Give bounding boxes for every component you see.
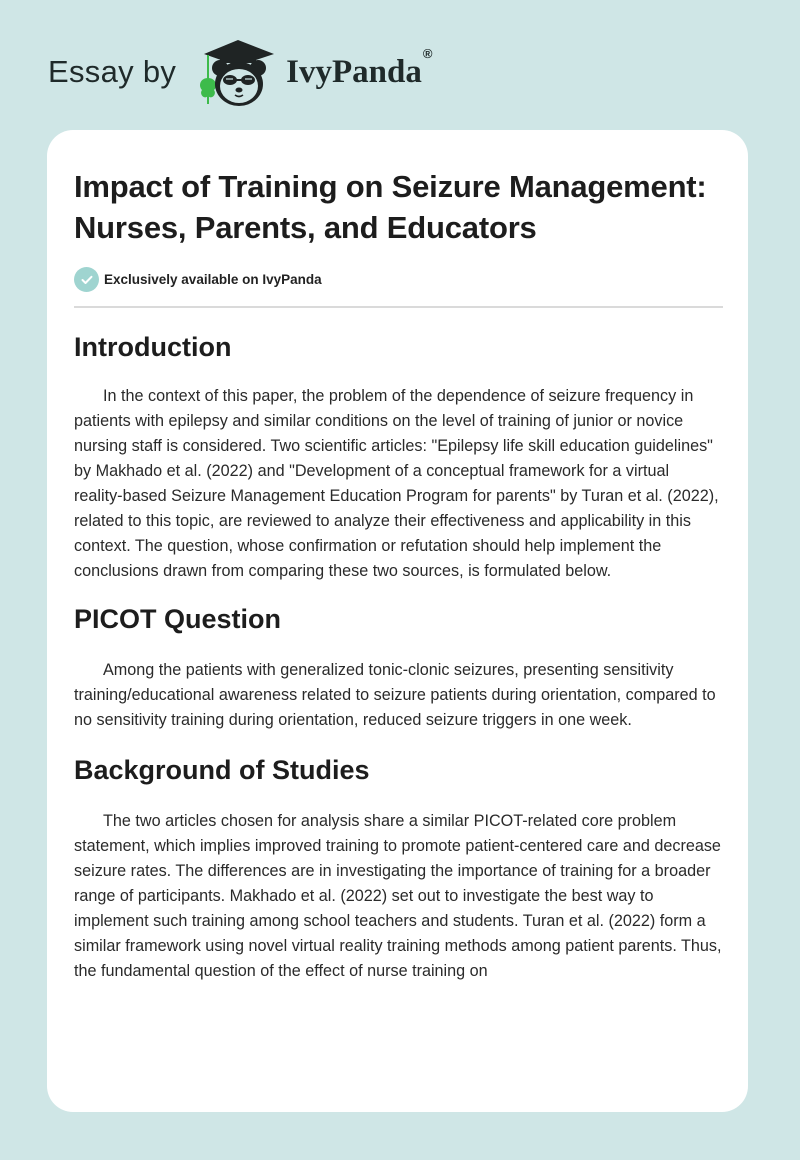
section-heading-picot: PICOT Question xyxy=(74,604,282,634)
section-text-background: The two articles chosen for analysis share a similar PICOT-related core problem statement, which implies improved training to promote patient-centered care and decrease seizure rates. The differences are in investigating the importance of training for a broader range of participants. Makhado et al. (2022) set out to investigate the best way to implement such training among school teachers and students. Turan et al. (2022) form a similar framework using novel virtual reality training methods among patient parents. Thus, the fundamental question of the effect of nurse training on xyxy=(74,812,722,980)
brand-name: IvyPanda® xyxy=(286,45,433,90)
panda-graduate-logo-icon xyxy=(194,34,282,110)
essay-card xyxy=(47,130,748,1112)
check-circle-icon xyxy=(74,267,99,292)
section-heading-background: Background of Studies xyxy=(74,755,370,785)
registered-mark: ® xyxy=(422,45,433,61)
section-heading-introduction: Introduction xyxy=(74,332,232,362)
page-title: Impact of Training on Seizure Management: Nurses, Parents, and Educators xyxy=(74,169,707,245)
section-text-picot: Among the patients with generalized tonic-clonic seizures, presenting sensitivity training/educational awareness related to seizure patients during orientation, compared to no sensitivity training during orientation, reduced seizure triggers in one week. xyxy=(74,661,716,729)
exclusive-text: Exclusively available on IvyPanda xyxy=(104,272,322,287)
section-text-introduction: In the context of this paper, the problem of the dependence of seizure frequency in patients with epilepsy and similar conditions on the level of training of junior or novice nursing staff is considered. Two scientific articles: "Epilepsy life skill education guidelines" by Makhado et al. (2022) and "Development of a conceptual framework for a virtual reality-based Seizure Management Education Program for parents" by Turan et al. (2022), related to this topic, are reviewed to analyze their effectiveness and applicability in this context. The question, whose confirmation or refutation should help implement the conclusions drawn from comparing these two sources, is formulated below. xyxy=(74,387,719,580)
exclusive-badge xyxy=(74,267,722,292)
brand-header[interactable] xyxy=(48,34,432,110)
brand-prefix: Essay by xyxy=(48,54,177,89)
divider xyxy=(74,306,723,308)
